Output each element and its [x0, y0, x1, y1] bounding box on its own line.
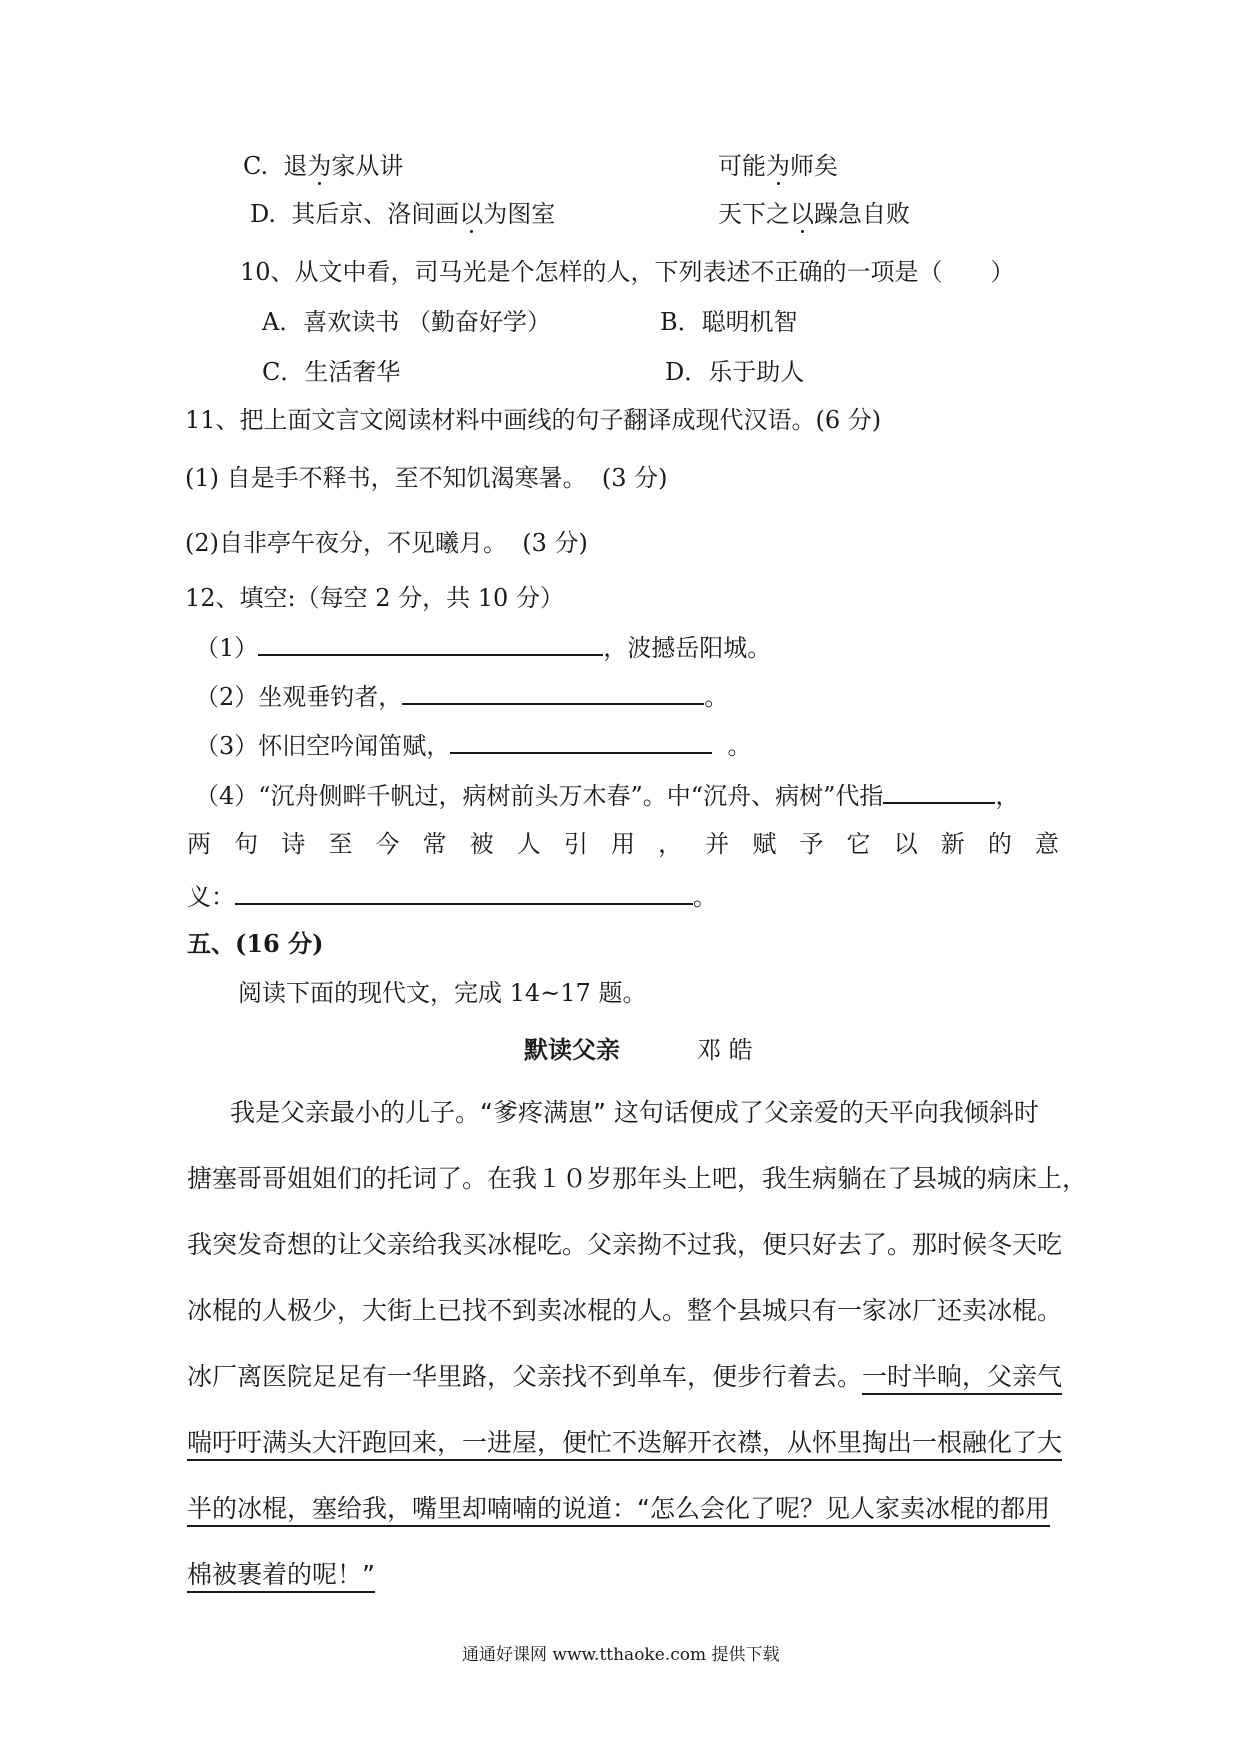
text: 赋	[752, 830, 777, 858]
text: 。	[727, 732, 752, 760]
text: 新	[940, 830, 965, 858]
text: (3 分)	[601, 464, 668, 492]
text: （2）坐观垂钓者，	[195, 683, 403, 711]
q12-item-4-line-3	[187, 879, 717, 912]
article-title: 默读父亲	[524, 1036, 620, 1064]
article-line-3: 我突发奇想的让父亲给我买冰棍吃。父亲拗不过我，便只好去了。那时候冬天吃	[187, 1230, 1063, 1259]
q12-item-1	[195, 630, 771, 663]
article-line-7	[187, 1494, 1065, 1524]
q12-item-3	[195, 728, 752, 761]
text: 人	[516, 830, 541, 858]
option-label: D.	[250, 200, 277, 228]
q12-item-4-line-2	[187, 829, 1059, 859]
text: （3）怀旧空吟闻笛赋，	[195, 732, 451, 760]
q9-option-d-left	[250, 199, 555, 229]
q9-option-c-left	[243, 151, 403, 181]
text: 的	[987, 830, 1012, 858]
text: 躁急自败	[814, 200, 910, 228]
emphasis-char: 为	[307, 152, 332, 180]
text: 句	[234, 830, 259, 858]
underlined-sentence: 棉被裹着的呢！”	[187, 1560, 375, 1593]
article-line-1: 我是父亲最小的儿子。“爹疼满崽” 这句话便成了父亲爱的天平向我倾斜时	[230, 1098, 1039, 1127]
emphasis-char: 以	[459, 200, 484, 228]
text: 予	[799, 830, 824, 858]
q10-option-a: A．喜欢读书 （勤奋好学）	[262, 308, 551, 336]
article-author: 邓 皓	[697, 1036, 753, 1064]
q9-option-c-right	[718, 151, 838, 181]
underlined-sentence: 一时半晌，父亲气	[862, 1362, 1062, 1395]
text: 自非亭午夜分，不见曦月。	[219, 529, 507, 557]
answer-blank[interactable]	[450, 728, 712, 754]
q10-option-b: B．聪明机智	[660, 308, 798, 336]
text: ，	[658, 830, 683, 858]
text: 。	[693, 883, 717, 911]
text: （4）“沉舟侧畔千帆过，病树前头万木春”。中“沉舟、病树”代指	[195, 782, 884, 810]
text: 至	[328, 830, 353, 858]
text: 它	[846, 830, 871, 858]
text: 自是手不释书，至不知饥渴寒暑。	[226, 464, 587, 492]
text: 为图室	[483, 200, 556, 228]
text: 引	[563, 830, 588, 858]
article-line-6	[187, 1428, 1065, 1458]
text: (3 分)	[522, 529, 588, 557]
text: 。	[704, 683, 729, 711]
text: 退	[283, 152, 308, 180]
text: 师矣	[790, 152, 838, 180]
answer-blank[interactable]	[402, 679, 704, 705]
q12-item-2	[195, 679, 728, 712]
text: 义：	[187, 883, 235, 911]
q12-item-4	[195, 778, 1019, 811]
text: 家从讲	[331, 152, 404, 180]
q10-stem: 10、从文中看，司马光是个怎样的人，下列表述不正确的一项是（ ）	[240, 258, 1015, 286]
emphasis-char: 以	[790, 200, 814, 228]
page-footer: 通通好课网 www.tthaoke.com 提供下载	[462, 1645, 780, 1665]
text: 诗	[281, 830, 306, 858]
answer-blank[interactable]	[883, 778, 995, 804]
section-5-heading: 五、(16 分)	[187, 929, 324, 958]
q11-stem: 11、把上面文言文阅读材料中画线的句子翻译成现代汉语。(6 分)	[185, 406, 882, 434]
text: 常	[422, 830, 447, 858]
text: 可能	[718, 152, 766, 180]
text: 冰厂离医院足足有一华里路，父亲找不到单车，便步行着去。	[187, 1362, 863, 1391]
underlined-sentence: 半的冰棍，塞给我，嘴里却喃喃的说道：“怎么会化了呢？见人家卖冰棍的都用	[187, 1494, 1050, 1527]
text: (1)	[185, 464, 219, 492]
text: 用	[610, 830, 635, 858]
emphasis-char: 为	[766, 152, 790, 180]
article-line-5	[187, 1362, 1065, 1392]
text: ，	[995, 782, 1020, 810]
q10-option-c: C．生活奢华	[262, 358, 401, 386]
q12-stem: 12、填空:（每空 2 分，共 10 分）	[185, 584, 564, 612]
q9-option-d-right	[718, 199, 910, 229]
article-line-8	[187, 1560, 1065, 1590]
text: 天下之	[718, 200, 790, 228]
answer-blank[interactable]	[258, 630, 603, 656]
text: 被	[469, 830, 494, 858]
text: 今	[375, 830, 400, 858]
text: 以	[893, 830, 918, 858]
q11-sentence-2	[185, 528, 588, 558]
q10-option-d: D．乐于助人	[665, 358, 805, 386]
option-label: C.	[243, 152, 269, 180]
underlined-sentence: 喘吁吁满头大汗跑回来，一进屋，便忙不迭解开衣襟，从怀里掏出一根融化了大	[187, 1428, 1062, 1461]
article-line-2: 搪塞哥哥姐姐们的托词了。在我１０岁那年头上吧，我生病躺在了县城的病床上，	[187, 1164, 1088, 1193]
text: ，波撼岳阳城。	[603, 634, 772, 662]
section-5-instruction: 阅读下面的现代文，完成 14~17 题。	[238, 979, 647, 1007]
text: 意	[1034, 830, 1059, 858]
q11-sentence-1	[185, 463, 668, 493]
text: 其后京、洛间画	[291, 200, 460, 228]
text: (2)	[185, 529, 219, 557]
text: （1）	[195, 634, 259, 662]
text: 并	[705, 830, 730, 858]
article-line-4: 冰棍的人极少，大街上已找不到卖冰棍的人。整个县城只有一家冰厂还卖冰棍。	[187, 1296, 1063, 1325]
answer-blank[interactable]	[235, 879, 693, 905]
text: 两	[187, 830, 211, 858]
